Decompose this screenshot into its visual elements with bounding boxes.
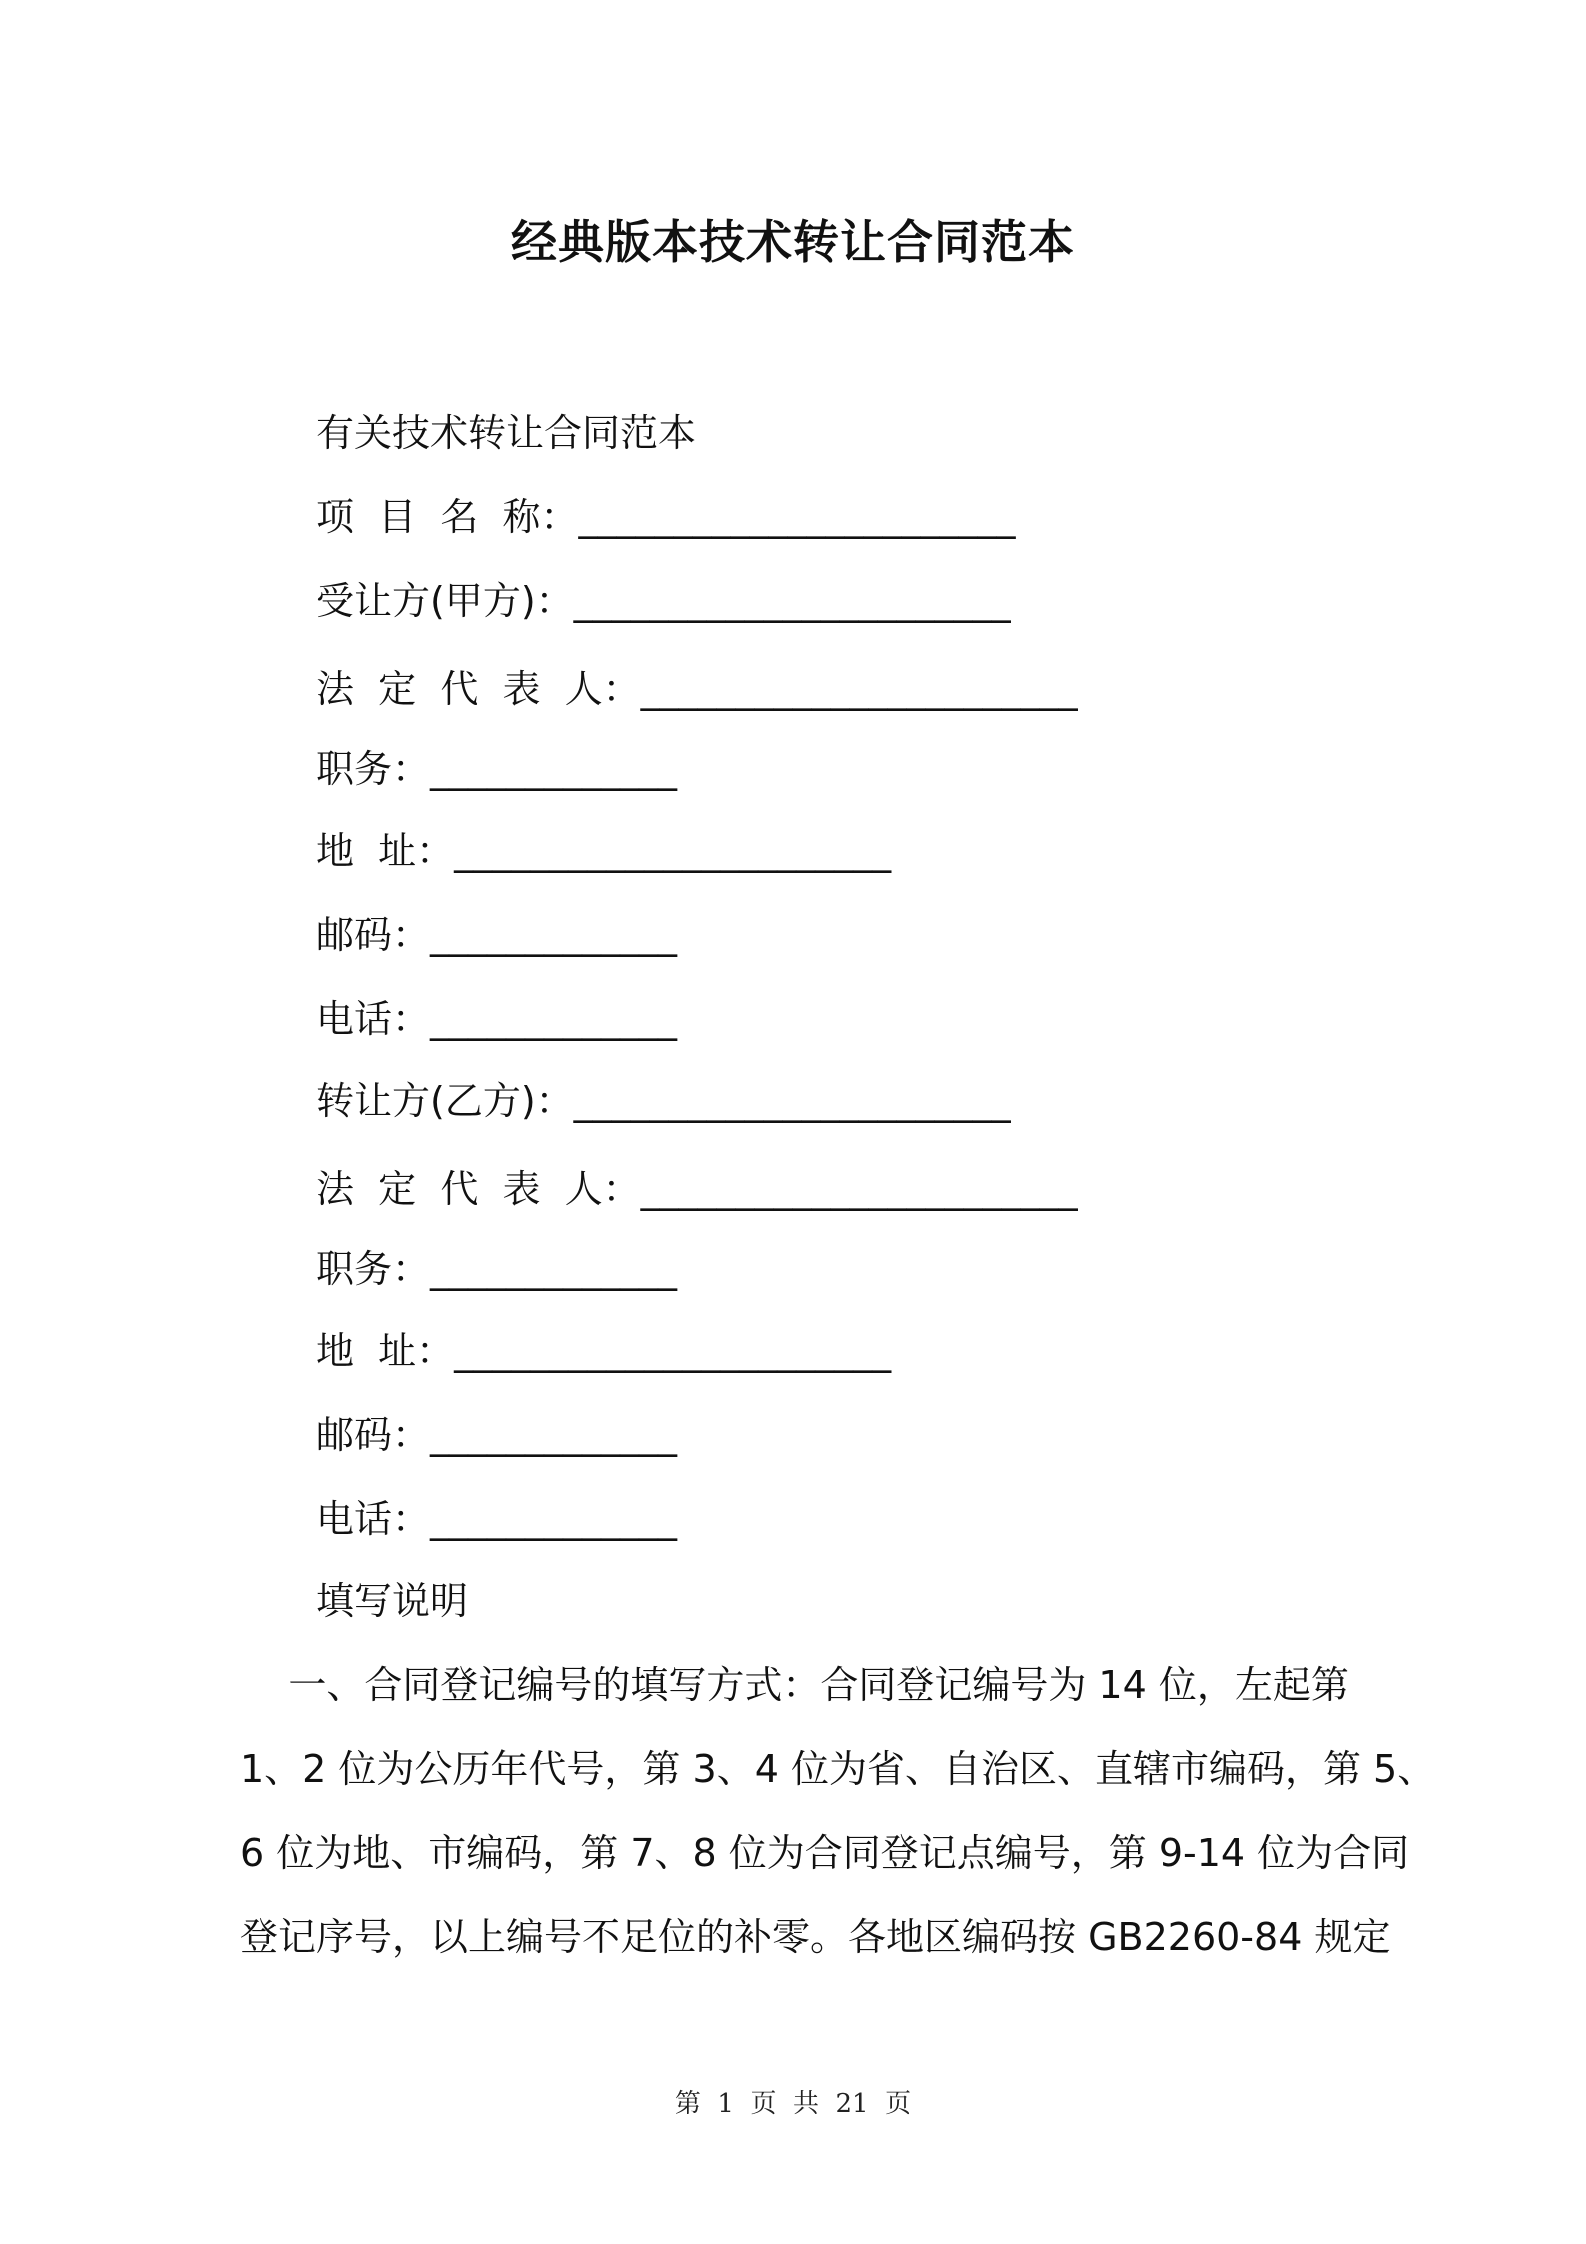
field-legal-representative-a: 法 定 代 表 人：_______________________: [316, 667, 1078, 711]
document-title: 经典版本技术转让合同范本: [511, 215, 1075, 269]
field-postcode-b: 邮码：_____________: [316, 1413, 678, 1457]
paragraph-line: 一、合同登记编号的填写方式：合同登记编号为 14 位，左起第: [240, 1663, 1349, 1707]
field-phone-a: 电话：_____________: [316, 997, 678, 1041]
field-transferee: 受让方(甲方)：_______________________: [316, 579, 1011, 623]
field-postcode-a: 邮码：_____________: [316, 913, 678, 957]
section-heading: 填写说明: [316, 1579, 469, 1623]
field-project-name: 项 目 名 称：_______________________: [316, 495, 1016, 539]
field-transferor: 转让方(乙方)：_______________________: [316, 1079, 1011, 1123]
field-address-a: 地 址：_______________________: [316, 829, 892, 873]
field-address-b: 地 址：_______________________: [316, 1329, 892, 1373]
document-subtitle: 有关技术转让合同范本: [316, 411, 697, 455]
field-position-a: 职务：_____________: [316, 747, 678, 791]
paragraph-line: 登记序号，以上编号不足位的补零。各地区编码按 GB2260-84 规定: [240, 1915, 1391, 1959]
paragraph-line: 6 位为地、市编码，第 7、8 位为合同登记点编号，第 9-14 位为合同: [240, 1831, 1410, 1875]
page-footer: 第 1 页 共 21 页: [674, 2089, 912, 2119]
field-legal-representative-b: 法 定 代 表 人：_______________________: [316, 1167, 1078, 1211]
field-position-b: 职务：_____________: [316, 1247, 678, 1291]
paragraph-line: 1、2 位为公历年代号，第 3、4 位为省、自治区、直辖市编码，第 5、: [240, 1747, 1436, 1791]
field-phone-b: 电话：_____________: [316, 1497, 678, 1541]
